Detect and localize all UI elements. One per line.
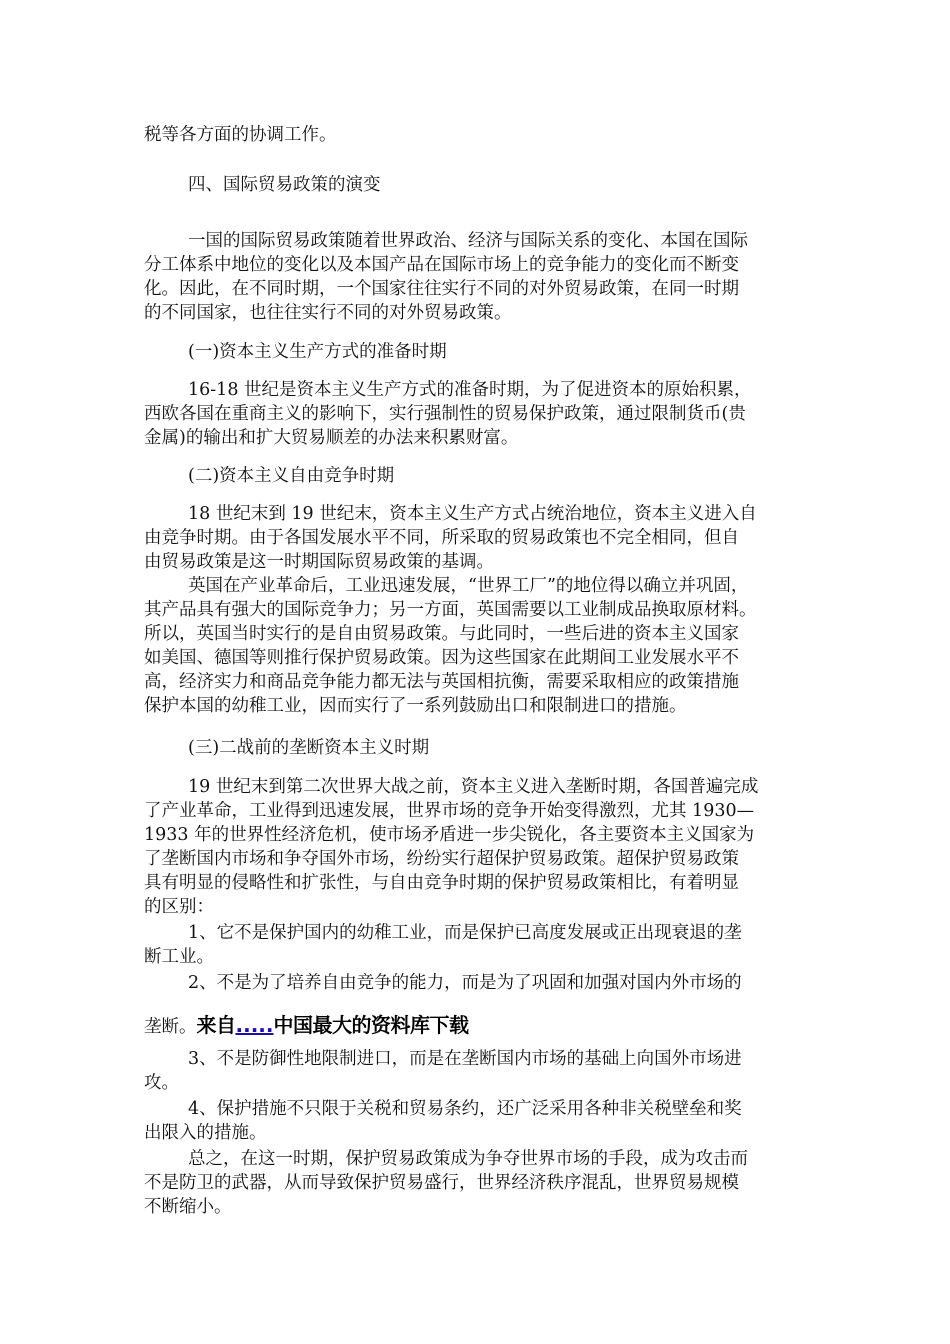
text-line: 19 世纪末到第二次世界大战之前，资本主义进入垄断时期，各国普遍完成: [188, 777, 759, 797]
text-line: 英国在产业革命后，工业迅速发展，“世界工厂”的地位得以确立并巩固，: [188, 576, 749, 596]
text-line: 分工体系中地位的变化以及本国产品在国际市场上的竞争能力的变化而不断变: [144, 255, 739, 275]
text-line: 了产业革命，工业得到迅速发展，世界市场的竞争开始变得激烈，尤其 1930—: [144, 801, 755, 821]
promo-line-prefix: 垄断。: [144, 1017, 197, 1037]
text-line: 18 世纪末到 19 世纪末，资本主义生产方式占统治地位，资本主义进入自: [188, 504, 757, 524]
text-line: (三)二战前的垄断资本主义时期: [188, 738, 430, 758]
text-line: 4、保护措施不只限于关税和贸易条约，还广泛采用各种非关税壁垒和奖: [188, 1099, 742, 1119]
text-line: 1933 年的世界性经济危机，使市场矛盾进一步尖锐化，各主要资本主义国家为: [144, 825, 755, 845]
text-line: 出限入的措施。: [144, 1123, 267, 1143]
text-line: 具有明显的侵略性和扩张性，与自由竞争时期的保护贸易政策相比，有着明显: [144, 873, 739, 893]
text-line: 金属)的输出和扩大贸易顺差的办法来积累财富。: [144, 428, 519, 448]
text-line: 1、它不是保护国内的幼稚工业，而是保护已高度发展或正出现衰退的垄: [188, 923, 742, 943]
promo-line-from: 来自: [196, 1013, 236, 1037]
promo-link[interactable]: .....: [235, 1013, 274, 1037]
text-line: 攻。: [144, 1073, 179, 1093]
text-line: 由贸易政策是这一时期国际贸易政策的基调。: [144, 552, 494, 572]
text-line: 一国的国际贸易政策随着世界政治、经济与国际关系的变化、本国在国际: [188, 231, 748, 251]
text-line: 16-18 世纪是资本主义生产方式的准备时期，为了促进资本的原始积累，: [188, 380, 752, 400]
text-line: 的不同国家，也往往实行不同的对外贸易政策。: [144, 303, 512, 323]
text-line: 由竞争时期。由于各国发展水平不同，所采取的贸易政策也不完全相同，但自: [144, 528, 739, 548]
text-line: 3、不是防御性地限制进口，而是在垄断国内市场的基础上向国外市场进: [188, 1049, 742, 1069]
text-line: (二)资本主义自由竞争时期: [188, 466, 395, 486]
text-line: 2、不是为了培养自由竞争的能力，而是为了巩固和加强对国内外市场的: [188, 973, 742, 993]
text-line: 断工业。: [144, 947, 214, 967]
text-line: 的区别：: [144, 897, 214, 917]
text-line: 如美国、德国等则推行保护贸易政策。因为这些国家在此期间工业发展水平不: [144, 648, 739, 668]
text-line: 西欧各国在重商主义的影响下，实行强制性的贸易保护政策，通过限制货币(贵: [144, 404, 746, 424]
text-line: 保护本国的幼稚工业，因而实行了一系列鼓励出口和限制进口的措施。: [144, 696, 687, 716]
text-line: 高，经济实力和商品竞争能力都无法与英国相抗衡，需要采取相应的政策措施: [144, 672, 739, 692]
promo-line: [144, 1010, 469, 1040]
text-line: 其产品具有强大的国际竞争力；另一方面，英国需要以工业制成品换取原材料。: [144, 600, 757, 620]
text-line: 不是防卫的武器，从而导致保护贸易盛行，世界经济秩序混乱，世界贸易规模: [144, 1173, 739, 1193]
text-line: 不断缩小。: [144, 1197, 232, 1217]
text-line: (一)资本主义生产方式的准备时期: [188, 342, 447, 362]
text-line: 四、国际贸易政策的演变: [188, 175, 381, 195]
text-line: 化。因此，在不同时期，一个国家往往实行不同的对外贸易政策，在同一时期: [144, 279, 739, 299]
text-line: 所以，英国当时实行的是自由贸易政策。与此同时，一些后进的资本主义国家: [144, 624, 739, 644]
text-line: 税等各方面的协调工作。: [144, 125, 337, 145]
promo-line-source: 中国最大的资料库下载: [273, 1013, 469, 1037]
text-line: 了垄断国内市场和争夺国外市场，纷纷实行超保护贸易政策。超保护贸易政策: [144, 849, 739, 869]
text-line: 总之，在这一时期，保护贸易政策成为争夺世界市场的手段，成为攻击而: [188, 1149, 748, 1169]
